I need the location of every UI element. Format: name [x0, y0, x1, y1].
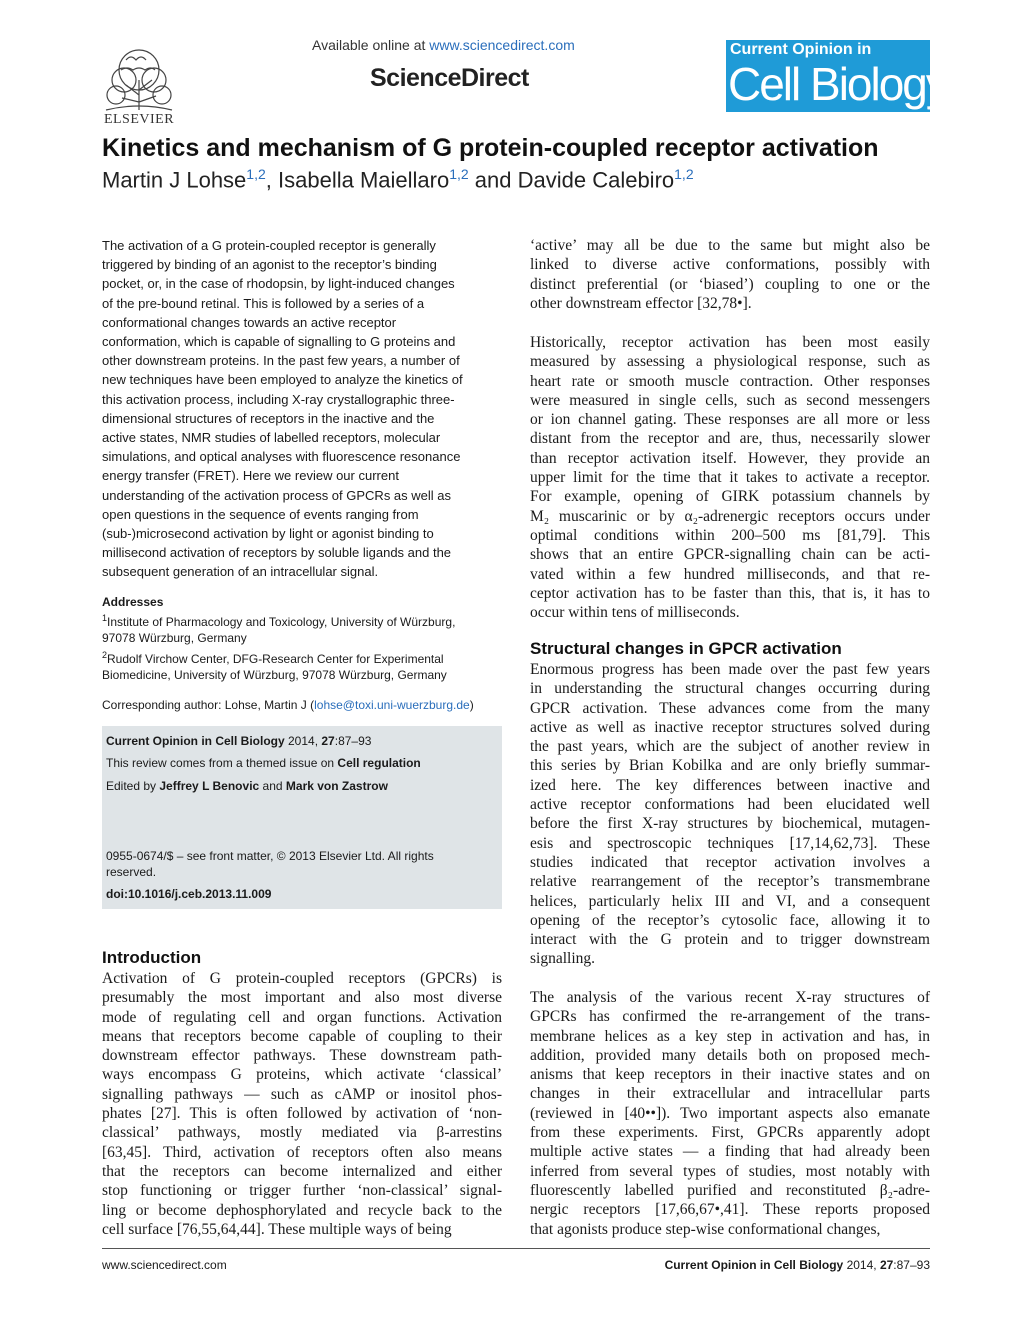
introduction-text	[102, 969, 502, 1239]
citation-journal: Current Opinion in Cell Biology	[106, 734, 285, 748]
text-line: M₂ muscarinic or by α₂-adrenergic receptors occurs under	[530, 507, 930, 525]
text-line: interact with the G protein and to trigger downstream	[530, 931, 930, 949]
journal-logo-line2: Cell Biology	[728, 58, 947, 110]
text-line: opening of the receptor’s cytosolic face, allowing it to	[530, 911, 930, 929]
text-line: the past years, which are the subject of another review in	[530, 738, 930, 756]
text-line: The activation of a G protein-coupled receptor is generally	[102, 238, 436, 253]
address-1	[102, 610, 502, 646]
text-line: understanding of the activation process of GPCRs as well as	[102, 487, 452, 503]
address-number: 1	[102, 612, 108, 623]
author-separator: ,	[265, 167, 278, 193]
text-line: esis and spectroscopic techniques [17,14,62,73]. These	[530, 834, 930, 852]
edited-by-line	[106, 778, 388, 794]
text-line: ized here. The key differences between inactive and	[530, 776, 930, 794]
author-list	[102, 166, 694, 193]
address-2	[102, 647, 502, 683]
text-line: GPCR activation. These advances come from the many	[530, 699, 930, 717]
text-line: presumably the most important and also most diverse	[102, 989, 502, 1007]
text-line: open questions in the sequence of events ranging from	[102, 506, 419, 522]
text-line: dimensional structures of receptors in the inactive and the	[102, 410, 435, 426]
addresses-heading: Addresses	[102, 594, 164, 609]
text-line: this series by Brian Kobilka and are only briefly summar-	[530, 757, 930, 775]
introduction-heading: Introduction	[102, 948, 202, 967]
author-name: Isabella Maiellaro	[278, 167, 450, 193]
text-line: changes in their extracellular and intracellular parts	[530, 1085, 930, 1103]
footer-pages: :87–93	[893, 1258, 930, 1272]
text-line: active receptor conformations had been elucidated well	[530, 796, 930, 814]
text-line: energy transfer (FRET). Here we review our current	[102, 468, 399, 484]
text-line: other downstream effector [32,78•].	[530, 294, 752, 312]
address-line: Institute of Pharmacology and Toxicology, University of Würzburg,	[107, 614, 456, 629]
citation-year: 2014,	[284, 734, 322, 748]
text-line: ‘active’ may all be due to the same but might also be	[530, 237, 930, 254]
author-affiliation[interactable]: 1,2	[674, 166, 694, 182]
address-line: Rudolf Virchow Center, DFG-Research Center for Experimental	[107, 651, 444, 666]
text-line: active states, NMR studies of labelled receptors, molecular	[102, 430, 441, 446]
text-line: For example, opening of GIRK potassium channels by	[530, 488, 930, 506]
text-line: nergic receptors [17,66,67•,41]. These reports proposed	[530, 1201, 930, 1219]
text-line: measured by assessing a physiological response, such as	[530, 353, 930, 371]
text-line: subsequent generation of an intracellular signal.	[102, 564, 379, 580]
copyright-line: reserved.	[106, 865, 157, 879]
availability-line	[312, 37, 575, 53]
editor-name: Mark von Zastrow	[285, 779, 388, 793]
article-title: Kinetics and mechanism of G protein-coupled receptor activation	[102, 134, 879, 162]
structural-changes-heading: Structural changes in GPCR activation	[530, 639, 842, 658]
author-name: Martin J Lohse	[102, 167, 247, 193]
text-line: simulations, and optical analyses with fluorescence resonance	[102, 449, 461, 465]
text-line: that agonists produce step-wise conformational changes,	[530, 1220, 881, 1238]
article-info-box	[102, 726, 502, 909]
text-line: mode of regulating cell and organ functions. Activation	[102, 1008, 502, 1026]
abstract	[102, 236, 502, 582]
corresponding-email-link[interactable]: lohse@toxi.uni-wuerzburg.de	[314, 697, 470, 712]
text-line: from these experiments. First, GPCRs apparently adopt	[530, 1124, 930, 1142]
copyright-line: 0955-0674/$ – see front matter, © 2013 Elsevier Ltd. All rights	[106, 849, 434, 863]
text-line: GPCRs has confirmed the re-arrangement of the trans-	[530, 1008, 930, 1026]
text-line: signalling.	[530, 950, 596, 968]
text-line: active as well as inactive receptor structures solved during	[530, 718, 930, 736]
text-line: anisms that keep receptors in their inactive states and on	[530, 1066, 930, 1084]
text-line: Historically, receptor activation has been most easily	[530, 334, 930, 351]
text-line: vated within a few hundred milliseconds, and that re-	[530, 565, 930, 583]
sciencedirect-link[interactable]: www.sciencedirect.com	[429, 37, 575, 53]
right-paragraph-2	[530, 333, 930, 622]
text-line: multiple active states — a finding that had already been	[530, 1143, 930, 1161]
text-line: optimal conditions within 200–500 ms [81,79]. This	[530, 526, 930, 544]
themed-prefix: This review comes from a themed issue on	[106, 756, 338, 770]
text-line: upper limit for the time that it takes to activate a receptor.	[530, 469, 930, 487]
text-line: The analysis of the various recent X-ray structures of	[530, 989, 930, 1006]
corresponding-prefix: Corresponding author: Lohse, Martin J (	[102, 697, 315, 712]
text-line: distinct preferential (or ‘biased’) coupling to one or the	[530, 275, 930, 293]
text-line: studies indicated that receptor activation involves a	[530, 853, 930, 871]
available-prefix: Available online at	[312, 37, 430, 53]
text-line: inferred from several types of studies, most notably with	[530, 1162, 930, 1180]
text-line: linked to diverse active conformations, possibly with	[530, 256, 930, 274]
text-line: ling or become dephosphorylated and recycle back to the	[102, 1201, 502, 1219]
sciencedirect-wordmark: ScienceDirect	[370, 64, 529, 92]
text-line: that the receptors can become internalized and either	[102, 1162, 502, 1180]
text-line: (sub-)microsecond activation by light or agonist binding to	[102, 526, 434, 542]
text-line: conformational changes towards an active receptor	[102, 314, 397, 330]
text-line: millisecond activation of receptors by soluble ligands and the	[102, 545, 452, 561]
text-line: phates [27]. This is often followed by activation of ‘non-	[102, 1105, 502, 1123]
address-line: Biomedicine, University of Würzburg, 97078 Würzburg, Germany	[102, 667, 447, 682]
footer-url[interactable]: www.sciencedirect.com	[102, 1258, 227, 1272]
text-line: or ion channel gating. These responses are all more or less	[530, 411, 930, 429]
text-line: heart rate or smooth muscle contraction. Other responses	[530, 372, 930, 390]
themed-topic: Cell regulation	[337, 756, 421, 770]
text-line: before the first X-ray structures by biochemical, mutagen-	[530, 815, 930, 833]
footer-citation	[665, 1258, 930, 1272]
doi[interactable]: doi:10.1016/j.ceb.2013.11.009	[106, 887, 272, 901]
footer-rule	[102, 1248, 930, 1249]
text-line: distant from the receptor and are, thus, necessarily slower	[530, 430, 930, 448]
author-separator: and	[468, 167, 518, 193]
journal-logo-line1: Current Opinion in	[730, 41, 872, 58]
citation-pages: :87–93	[334, 734, 372, 748]
text-line: shows that an entire GPCR-signalling chain can be acti-	[530, 546, 930, 564]
text-line: relative rearrangement of the receptor’s transmembrane	[530, 873, 930, 891]
structural-changes-section	[530, 638, 930, 969]
text-line: triggered by binding of an agonist to the receptor’s binding	[102, 257, 437, 273]
right-paragraph-1	[530, 236, 930, 313]
text-line: [63,45]. Third, activation of receptors often also means	[102, 1143, 502, 1161]
author-affiliation[interactable]: 1,2	[449, 166, 469, 182]
author-name: Davide Calebiro	[517, 167, 675, 193]
text-line: occur within tens of milliseconds.	[530, 604, 740, 622]
publisher-name: ELSEVIER	[103, 112, 175, 127]
text-line: this activation process, including X-ray crystallographic three-	[102, 391, 455, 407]
text-line: Activation of G protein-coupled receptors (GPCRs) is	[102, 970, 502, 987]
text-line: new techniques have been employed to analyze the kinetics of	[102, 372, 463, 388]
text-line: downstream effector pathways. These downstream path-	[102, 1047, 502, 1065]
footer-volume: 27	[879, 1258, 894, 1272]
text-line: conformation, which is capable of signalling to G proteins and	[102, 334, 456, 350]
text-line: than receptor activation itself. However, they provide an	[530, 449, 930, 467]
text-line: helices, particularly helix III and VI, and a consequent	[530, 892, 930, 910]
abstract-column	[102, 236, 502, 713]
footer-year: 2014,	[843, 1258, 880, 1272]
text-line: ceptor activation has to be faster than this, that is, it has to	[530, 584, 930, 602]
introduction-section	[102, 947, 502, 1239]
right-paragraph-4	[530, 988, 930, 1239]
text-line: cell surface [76,55,64,44]. These multiple ways of being	[102, 1220, 452, 1238]
text-line: signalling pathways — such as cAMP or inositol phos-	[102, 1085, 502, 1103]
journal-logo-box	[726, 40, 947, 112]
footer-journal: Current Opinion in Cell Biology	[664, 1258, 844, 1272]
corresponding-suffix: )	[469, 697, 474, 712]
text-line: membrane helices as a key step in activation and has, in	[530, 1027, 930, 1045]
text-line: (reviewed in [40••]). Two important aspects also emanate	[530, 1104, 930, 1122]
structural-changes-text	[530, 660, 930, 969]
text-line: means that receptors become capable of coupling to their	[102, 1027, 502, 1045]
text-line: Enormous progress has been made over the past few years	[530, 661, 930, 678]
text-line: ways encompass G proteins, which activate ‘classical’	[102, 1066, 502, 1084]
text-line: other downstream proteins. In the past few years, a number of	[102, 353, 460, 369]
corresponding-author	[102, 697, 502, 713]
text-line: classical’ pathways, mostly mediated via β-arrestins	[102, 1124, 502, 1142]
address-number: 2	[102, 649, 108, 660]
edited-prefix: Edited by	[106, 779, 160, 793]
edited-and: and	[259, 779, 286, 793]
text-line: pocket, or, in the case of rhodopsin, by light-induced changes	[102, 276, 455, 292]
text-line: addition, provided many details both on proposed mech-	[530, 1046, 930, 1064]
text-line: in understanding the structural changes occurring during	[530, 680, 930, 698]
author-affiliation[interactable]: 1,2	[246, 166, 266, 182]
address-line: 97078 Würzburg, Germany	[102, 630, 247, 645]
themed-issue-line	[106, 755, 421, 771]
text-line: stop functioning or trigger further ‘non-classical’ signal-	[102, 1182, 502, 1200]
text-line: were measured in single cells, such as second messengers	[530, 391, 930, 409]
text-line: of the pre-bound retinal. This is followed by a series of a	[102, 295, 425, 311]
editor-name: Jeffrey L Benovic	[159, 779, 260, 793]
citation-volume: 27	[321, 734, 335, 748]
text-line: fluorescently labelled purified and reconstituted β₂-adre-	[530, 1181, 930, 1199]
citation-line	[106, 733, 371, 749]
